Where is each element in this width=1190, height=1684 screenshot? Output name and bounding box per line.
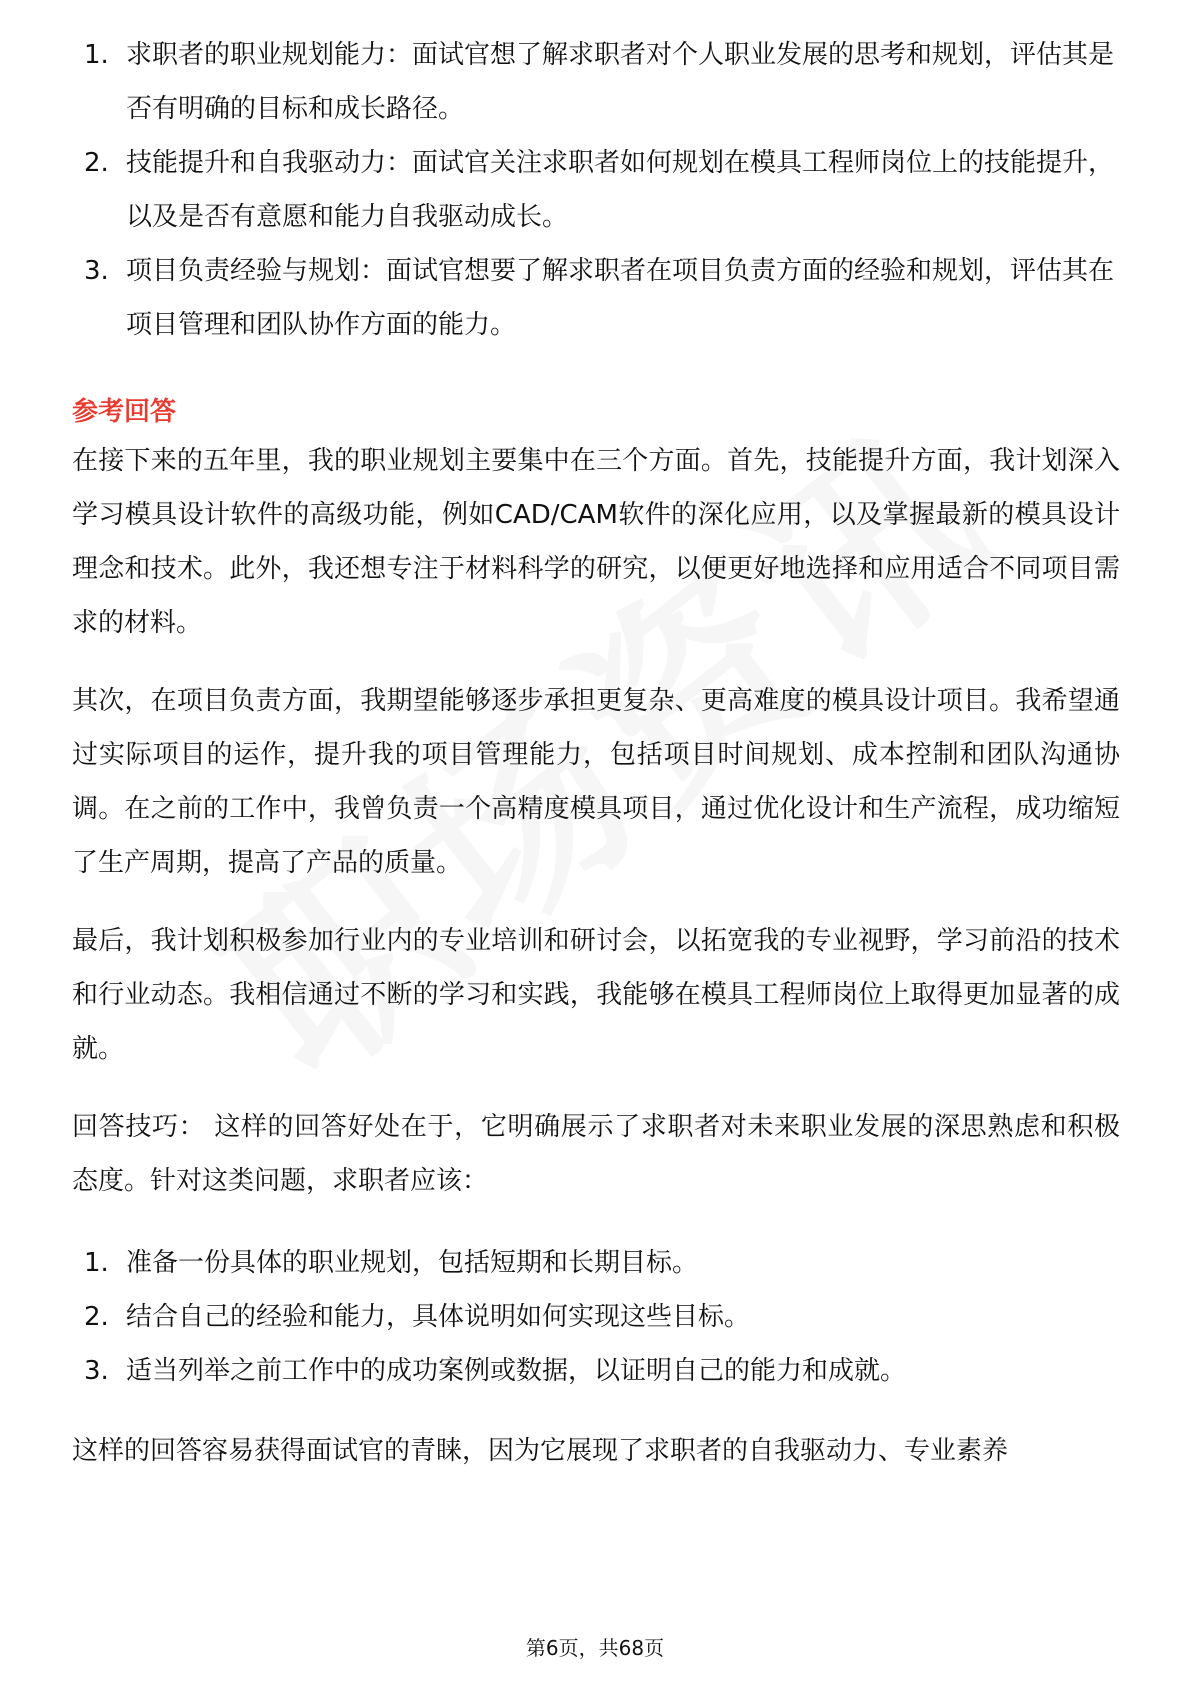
paragraph: 回答技巧： 这样的回答好处在于，它明确展示了求职者对未来职业发展的深思熟虑和积极态度。针对这类问题，求职者应该： xyxy=(72,1112,1120,1196)
list-item-text: 项目负责经验与规划：面试官想要了解求职者在项目负责方面的经验和规划，评估其在项目管理和团队协作方面的能力。 xyxy=(126,256,1115,340)
list-item-text: 结合自己的经验和能力，具体说明如何实现这些目标。 xyxy=(126,1302,751,1332)
list-item-text: 适当列举之前工作中的成功案例或数据，以证明自己的能力和成就。 xyxy=(126,1356,907,1386)
list-item xyxy=(84,1290,1124,1344)
list-number: 3. xyxy=(84,1356,109,1386)
list-item-text: 技能提升和自我驱动力：面试官关注求职者如何规划在模具工程师岗位上的技能提升，以及是否有意愿和能力自我驱动成长。 xyxy=(126,148,1115,232)
top-numbered-list xyxy=(84,28,1124,352)
list-item xyxy=(84,28,1124,136)
list-number: 1. xyxy=(84,40,109,70)
list-item xyxy=(84,244,1124,352)
list-item-text: 求职者的职业规划能力：面试官想了解求职者对个人职业发展的思考和规划，评估其是否有明确的目标和成长路径。 xyxy=(126,40,1115,124)
list-number: 2. xyxy=(84,148,109,178)
list-item xyxy=(84,136,1124,244)
paragraph: 在接下来的五年里，我的职业规划主要集中在三个方面。首先，技能提升方面，我计划深入学习模具设计软件的高级功能，例如CAD/CAM软件的深化应用，以及掌握最新的模具设计理念和技术。此外，我还想专注于材料科学的研究，以便更好地选择和应用适合不同项目需求的材料。 xyxy=(72,446,1120,638)
closing-paragraph: 这样的回答容易获得面试官的青睐，因为它展现了求职者的自我驱动力、专业素养 xyxy=(72,1436,1009,1466)
list-number: 2. xyxy=(84,1302,109,1332)
list-item xyxy=(84,1344,1124,1398)
paragraph: 最后，我计划积极参加行业内的专业培训和研讨会，以拓宽我的专业视野，学习前沿的技术和行业动态。我相信通过不断的学习和实践，我能够在模具工程师岗位上取得更加显著的成就。 xyxy=(72,926,1120,1064)
section-title: 参考回答 xyxy=(72,397,177,427)
list-item xyxy=(84,1236,1124,1290)
list-number: 3. xyxy=(84,256,109,286)
page-footer: 第6页，共68页 xyxy=(525,1636,665,1660)
tips-numbered-list xyxy=(84,1236,1124,1398)
list-item-text: 准备一份具体的职业规划，包括短期和长期目标。 xyxy=(126,1248,699,1278)
list-number: 1. xyxy=(84,1248,109,1278)
paragraph: 其次，在项目负责方面，我期望能够逐步承担更复杂、更高难度的模具设计项目。我希望通过实际项目的运作，提升我的项目管理能力，包括项目时间规划、成本控制和团队沟通协调。在之前的工作中，我曾负责一个高精度模具项目，通过优化设计和生产流程，成功缩短了生产周期，提高了产品的质量。 xyxy=(72,686,1120,878)
